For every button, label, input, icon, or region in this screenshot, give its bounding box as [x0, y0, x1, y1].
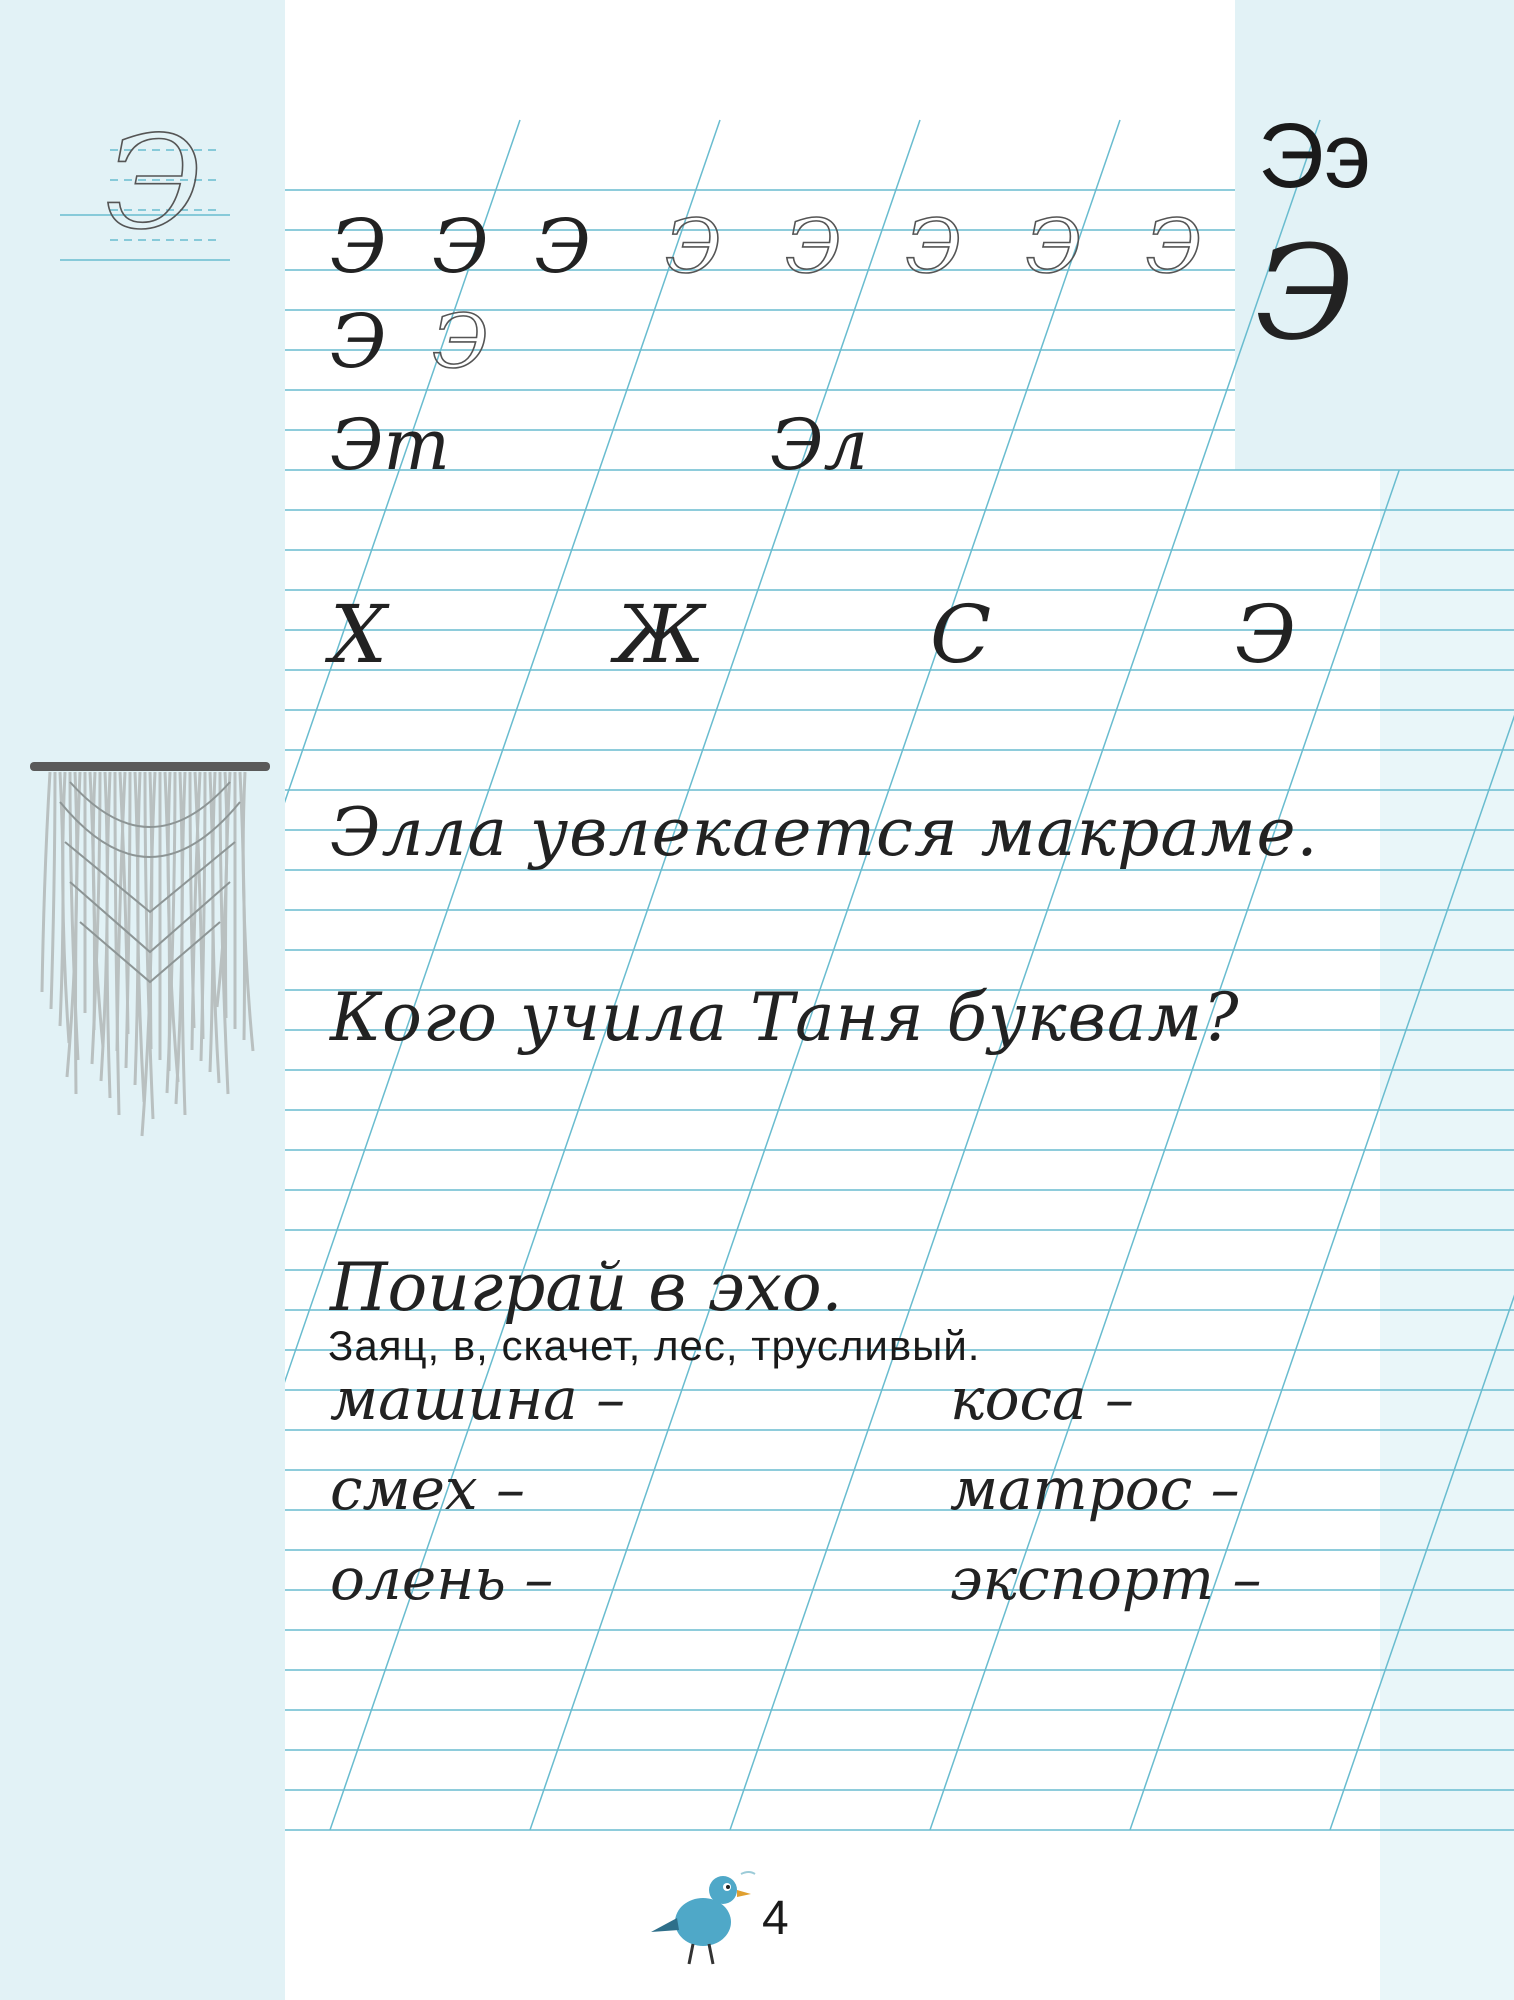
- traced-letter: Э: [905, 204, 962, 290]
- syllable-el: Эл: [770, 404, 869, 486]
- corner-letter-model: Э: [105, 109, 203, 258]
- capital-zh: Ж: [615, 588, 705, 681]
- practice-row-1-traced: [665, 204, 1203, 290]
- practice-row-1: [330, 204, 591, 290]
- traced-letter: Э: [785, 204, 842, 290]
- echo-word-matros: матрос –: [950, 1455, 1240, 1523]
- sentence-2: Кого учила Таня буквам?: [330, 979, 1240, 1056]
- traced-letter: Э: [1025, 204, 1083, 290]
- practice-letter: Э: [330, 299, 387, 385]
- traced-letter: Э: [1145, 204, 1203, 290]
- bird-mascot-icon: [645, 1860, 765, 1970]
- traced-letter: Э: [432, 299, 489, 385]
- practice-letter: Э: [432, 204, 489, 290]
- echo-game-title: Поиграй в эхо.: [330, 1249, 843, 1326]
- echo-word-kosa: коса –: [950, 1365, 1135, 1433]
- word-order-task: Заяц, в, скачет, лес, трусливый.: [328, 1322, 981, 1369]
- practice-letter: Э: [330, 204, 387, 290]
- practice-row-2: [330, 299, 489, 385]
- practice-letter: Э: [534, 204, 591, 290]
- capital-s: С: [930, 588, 992, 681]
- syllable-et: Эт: [330, 404, 450, 486]
- echo-word-olen: олень –: [330, 1545, 554, 1613]
- macrame-illustration: [30, 752, 280, 1172]
- capital-h: Х: [330, 588, 387, 681]
- echo-word-eksport: экспорт –: [950, 1545, 1262, 1613]
- letter-title: Ээ: [1258, 105, 1372, 207]
- letter-stroke-model: Э: [1255, 217, 1355, 369]
- capital-e: Э: [1235, 588, 1297, 681]
- traced-letter: Э: [665, 204, 722, 290]
- echo-word-smeh: смех –: [330, 1455, 526, 1523]
- page-number: 4: [762, 1892, 789, 1945]
- echo-word-mashina: машина –: [330, 1365, 626, 1433]
- sentence-1: Элла увлекается макраме.: [330, 794, 1319, 871]
